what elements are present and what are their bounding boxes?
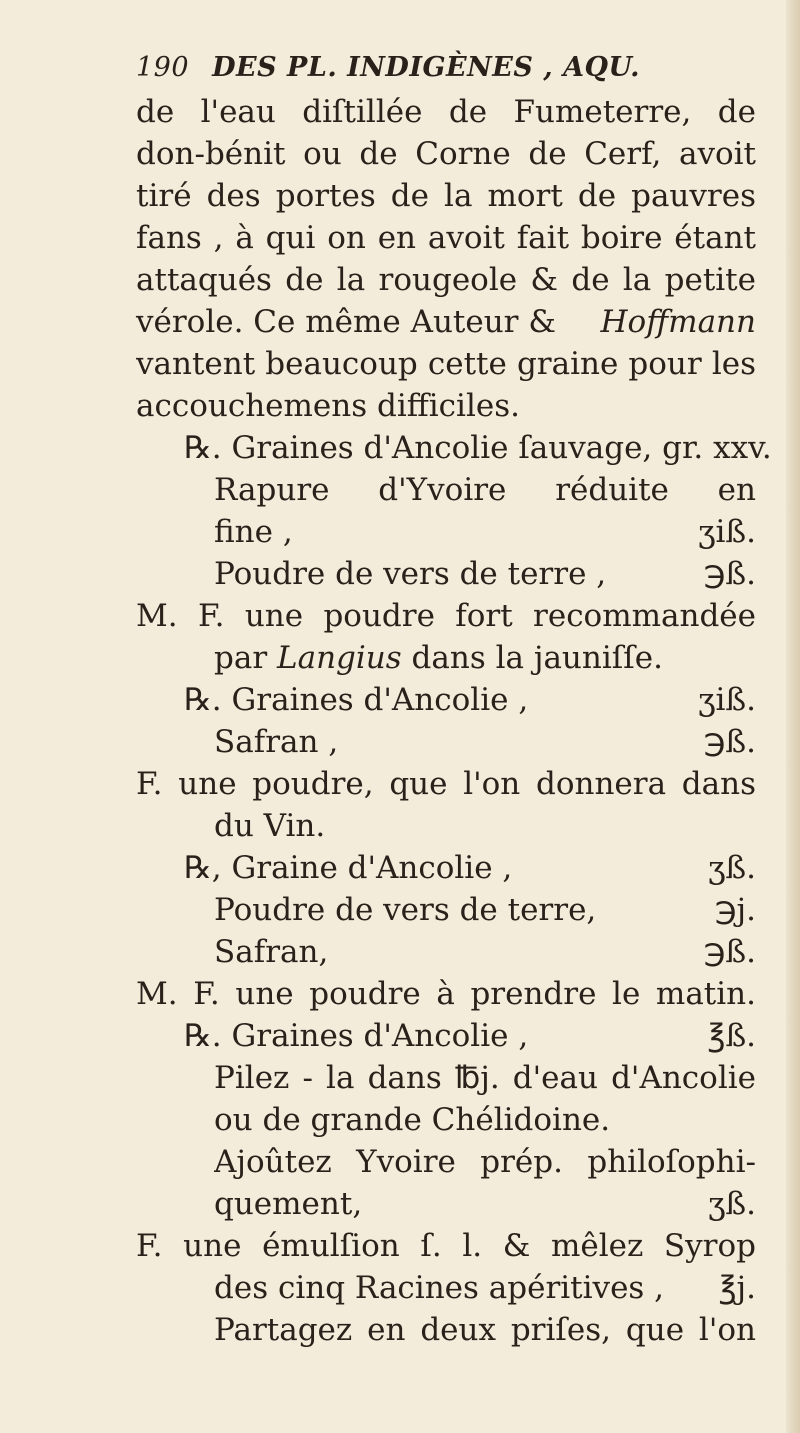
dose: ℈ß. xyxy=(703,724,756,760)
ingredient: Poudre de vers de terre , xyxy=(214,556,607,592)
text-line: accouchemens difficiles. xyxy=(136,388,520,424)
ingredient: quement, xyxy=(214,1186,363,1222)
recipe-directions: M. F. une poudre à prendre le matin. xyxy=(136,976,756,1012)
recipe-line: ou de grande Chélidoine. xyxy=(214,1102,611,1138)
dose: ʒiß. xyxy=(698,514,756,550)
text-line xyxy=(136,304,756,340)
text-line: vantent beaucoup cette graine pour les xyxy=(136,346,756,382)
dose: ℈ß. xyxy=(703,556,756,592)
recipe-line: Pilez - la dans ℔j. d'eau d'Ancolie xyxy=(214,1060,756,1096)
dose: ʒß. xyxy=(707,850,756,886)
ingredient: Safran, xyxy=(214,934,329,970)
recipe-directions: du Vin. xyxy=(214,808,326,844)
ingredient: des cinq Racines apéritives , xyxy=(214,1270,665,1306)
running-title: DES PL. INDIGÈNES , AQU. xyxy=(212,52,641,83)
ingredient: fine , xyxy=(214,514,293,550)
recipe-directions: F. une émulſion ſ. l. & mêlez Syrop xyxy=(136,1228,756,1264)
ingredient: ℞. Graines d'Ancolie , xyxy=(184,682,529,718)
ingredient: ℞, Graine d'Ancolie , xyxy=(184,850,513,886)
recipe-line: Rapure d'Yvoire réduite en xyxy=(214,472,756,508)
dose: ℥ß. xyxy=(707,1018,756,1054)
text-line: tiré des portes de la mort de pauvres xyxy=(136,178,756,214)
page-edge xyxy=(786,0,800,1433)
dose: ʒiß. xyxy=(698,682,756,718)
ingredient: ℞. Graines d'Ancolie , xyxy=(184,1018,529,1054)
recipe-directions: Partagez en deux priſes, que l'on xyxy=(214,1312,756,1348)
ingredient: Safran , xyxy=(214,724,339,760)
page-number: 190 xyxy=(136,52,190,83)
recipe-line: ℞. Graines d'Ancolie ſauvage, gr. xxv. xyxy=(184,430,772,466)
dose: ℈ß. xyxy=(703,934,756,970)
running-header xyxy=(136,52,640,83)
text-line: fans , à qui on en avoit fait boire étant xyxy=(136,220,756,256)
dose: ℥j. xyxy=(718,1270,756,1306)
author-name: Langius xyxy=(277,640,402,676)
text-segment: dans la jauniſſe. xyxy=(401,640,663,676)
text-line: de l'eau diſtillée de Fumeterre, de xyxy=(136,94,756,130)
author-name: Hoffmann xyxy=(600,304,756,340)
ingredient: Poudre de vers de terre, xyxy=(214,892,597,928)
text-segment: par xyxy=(214,640,277,676)
dose: ʒß. xyxy=(707,1186,756,1222)
recipe-directions: M. F. une poudre fort recommandée xyxy=(136,598,756,634)
recipe-directions: F. une poudre, que l'on donnera dans xyxy=(136,766,756,802)
text-segment: vérole. Ce même Auteur & xyxy=(136,304,556,340)
text-line: don-bénit ou de Corne de Cerf, avoit xyxy=(136,136,756,172)
dose: ℈j. xyxy=(714,892,756,928)
recipe-line: Ajoûtez Yvoire prép. philoſophi- xyxy=(214,1144,756,1180)
text-line: attaqués de la rougeole & de la petite xyxy=(136,262,756,298)
recipe-directions xyxy=(214,640,756,676)
